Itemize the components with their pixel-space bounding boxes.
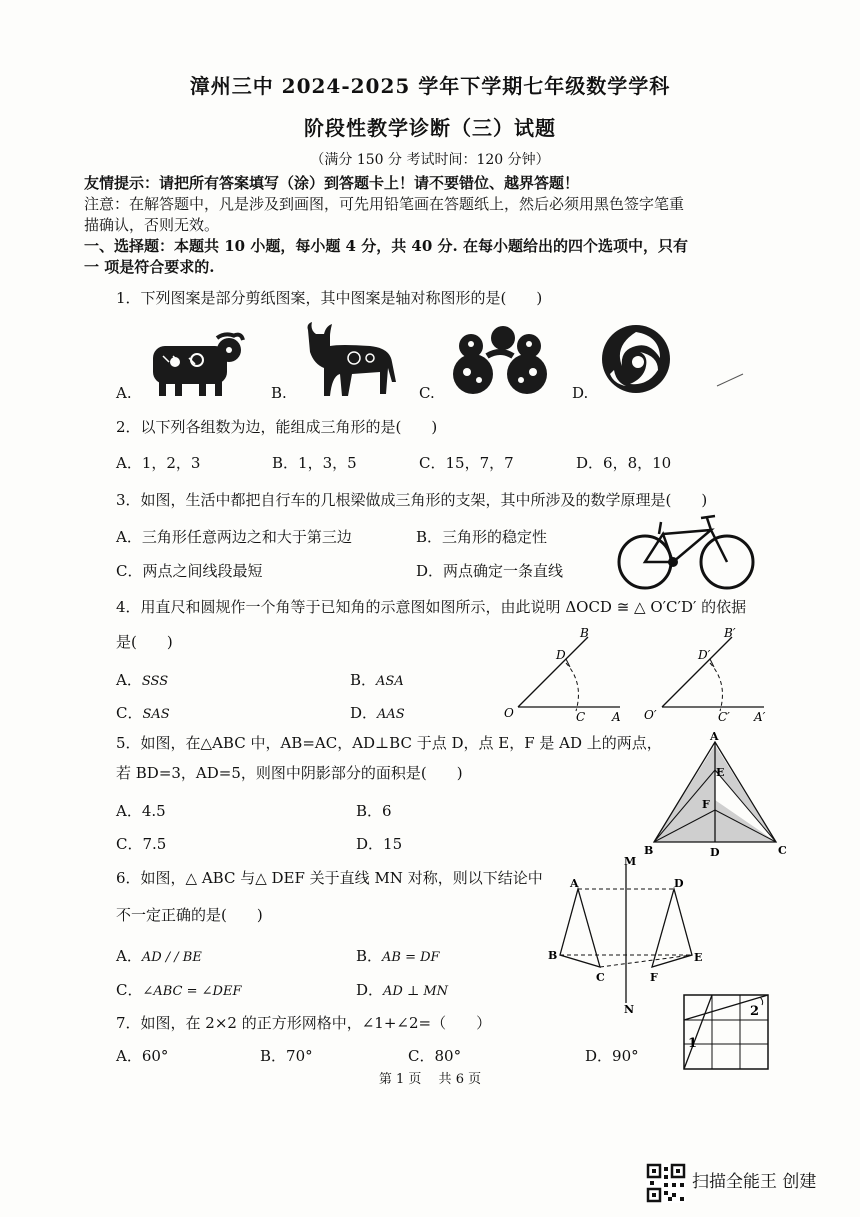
- paper-cut-monkeys-icon: [445, 322, 555, 400]
- q4-right-label-c: C′: [718, 710, 730, 724]
- qr-code-icon: [646, 1163, 686, 1203]
- q3-stem: 3．如图，生活中都把自行车的几根梁做成三角形的支架，其中所涉及的数学原理是( ): [116, 491, 708, 509]
- q4-option-b: ASA: [376, 674, 404, 689]
- q4-option-c: SAS: [142, 707, 170, 722]
- q4-left-label-d: D: [556, 648, 566, 662]
- q5-label-a: A: [710, 730, 719, 743]
- q2-option-a: A．1，2，3: [116, 454, 201, 472]
- q5-label-c: C: [778, 844, 787, 857]
- q3-option-b: B．三角形的稳定性: [416, 528, 548, 546]
- q6-option-b-label: B．: [356, 947, 383, 965]
- page-title: 漳州三中 2024-2025 学年下学期七年级数学学科: [189, 74, 671, 98]
- q4-option-a-label: A．: [116, 671, 142, 689]
- q4-left-label-a: A: [612, 710, 621, 724]
- q6-label-a: A: [570, 877, 579, 890]
- q4-option-a: SSS: [141, 674, 169, 689]
- q7-stem: 7．如图，在 2×2 的正方形网格中，∠1+∠2=（ ）: [116, 1014, 492, 1032]
- q1-option-b: B.: [271, 384, 287, 402]
- q6-label-m: M: [624, 855, 637, 868]
- pen-mark: [715, 372, 745, 388]
- q6-symmetry-figure: [540, 855, 710, 1015]
- q4-left-angle-figure: [500, 625, 630, 725]
- q6-label-e: E: [694, 951, 703, 964]
- section-heading-2: 一 项是符合要求的.: [84, 258, 215, 276]
- q5-triangle-figure: [640, 730, 790, 860]
- score-time: （满分 150 分 考试时间：120 分钟）: [310, 152, 550, 168]
- q3-option-d: D．两点确定一条直线: [416, 562, 564, 580]
- section-heading-1: 一、选择题：本题共 10 小题，每小题 4 分，共 40 分. 在每小题给出的四个选项中，只有: [84, 237, 688, 255]
- q5-label-d: D: [710, 846, 720, 859]
- notice-line-2: 描确认，否则无效。: [84, 216, 220, 234]
- q6-option-a: AD / / BE: [141, 950, 202, 965]
- q4-option-b-label: B．: [350, 671, 377, 689]
- q4-right-angle-figure: [640, 625, 780, 725]
- q6-stem: 6．如图，△ ABC 与△ DEF 关于直线 MN 对称，则以下结论中: [116, 869, 543, 887]
- paper-cut-ox-icon: [145, 330, 245, 400]
- q6-stem-2: 不一定正确的是( ): [116, 906, 263, 924]
- q6-label-b: B: [548, 949, 558, 962]
- q7-label-2: 2: [750, 1004, 760, 1019]
- q6-option-b: AB = DF: [382, 950, 440, 965]
- q6-option-c-label: C．: [116, 981, 143, 999]
- q3-option-a: A．三角形任意两边之和大于第三边: [116, 528, 352, 546]
- q6-option-d: AD ⊥ MN: [383, 984, 449, 999]
- notice-line-1: 注意：在解答题中，凡是涉及到画图，可先用铅笔画在答题纸上，然后必须用黑色签字笔重: [84, 195, 685, 213]
- bull-silhouette-icon: [300, 322, 400, 400]
- q5-option-d: D．15: [356, 835, 403, 853]
- q6-label-n: N: [624, 1003, 635, 1015]
- bicycle-icon: [615, 512, 757, 592]
- q6-label-f: F: [650, 971, 658, 984]
- q6-option-c: ∠ABC = ∠DEF: [142, 984, 242, 999]
- q2-option-d: D．6，8，10: [576, 454, 672, 472]
- page-number: 第 1 页 共 6 页: [378, 1072, 482, 1087]
- q6-label-c: C: [596, 971, 605, 984]
- q4-option-d: AAS: [377, 707, 405, 722]
- q4-option-d-label: D．: [350, 704, 378, 722]
- q6-option-a-label: A．: [116, 947, 142, 965]
- q4-right-label-o: O′: [644, 708, 657, 722]
- q4-left-label-o: O: [504, 706, 514, 720]
- q7-grid-figure: [682, 993, 774, 1073]
- q7-option-a: A．60°: [116, 1047, 169, 1065]
- q3-option-c: C．两点之间线段最短: [116, 562, 263, 580]
- q4-stem-2: 是( ): [116, 633, 173, 651]
- q5-option-c: C．7.5: [116, 835, 167, 853]
- q6-option-d-label: D．: [356, 981, 384, 999]
- q4-option-c-label: C．: [116, 704, 143, 722]
- q5-stem-2: 若 BD=3，AD=5，则图中阴影部分的面积是( ): [116, 764, 463, 782]
- q7-option-c: C．80°: [408, 1047, 462, 1065]
- q1-stem: 1．下列图案是部分剪纸图案，其中图案是轴对称图形的是( ): [116, 289, 543, 307]
- q2-stem: 2．以下列各组数为边，能组成三角形的是( ): [116, 418, 438, 436]
- q4-right-label-a: A′: [754, 710, 766, 724]
- q5-label-b: B: [644, 844, 654, 857]
- q2-option-b: B．1，3，5: [272, 454, 357, 472]
- q4-right-label-d: D′: [698, 648, 711, 662]
- q4-stem: 4．用直尺和圆规作一个角等于已知角的示意图如图所示，由此说明 ΔOCD ≅ △ O′C′D′ 的依据: [116, 598, 747, 616]
- page-subtitle: 阶段性教学诊断（三）试题: [304, 116, 556, 140]
- q2-option-c: C．15，7，7: [419, 454, 514, 472]
- q5-option-a: A．4.5: [116, 802, 166, 820]
- notice-tip: 友情提示：请把所有答案填写（涂）到答题卡上！请不要错位、越界答题！: [84, 174, 580, 192]
- q4-right-label-b: B′: [724, 626, 736, 640]
- q1-option-d: D.: [572, 384, 589, 402]
- q5-label-f: F: [702, 798, 710, 811]
- q7-option-b: B．70°: [260, 1047, 313, 1065]
- scanner-watermark: 扫描全能王 创建: [692, 1172, 817, 1192]
- q1-option-c: C.: [419, 384, 435, 402]
- q7-label-1: 1: [688, 1036, 698, 1051]
- q5-label-e: E: [716, 766, 725, 779]
- q6-label-d: D: [674, 877, 684, 890]
- q4-left-label-b: B: [580, 626, 589, 640]
- q7-option-d: D．90°: [585, 1047, 639, 1065]
- q4-left-label-c: C: [576, 710, 586, 724]
- swirl-logo-icon: [600, 322, 672, 396]
- q5-stem: 5．如图，在△ABC 中，AB=AC，AD⊥BC 于点 D，点 E，F 是 AD 上的两点，: [116, 734, 662, 752]
- q5-option-b: B．6: [356, 802, 392, 820]
- q1-option-a: A.: [116, 384, 132, 402]
